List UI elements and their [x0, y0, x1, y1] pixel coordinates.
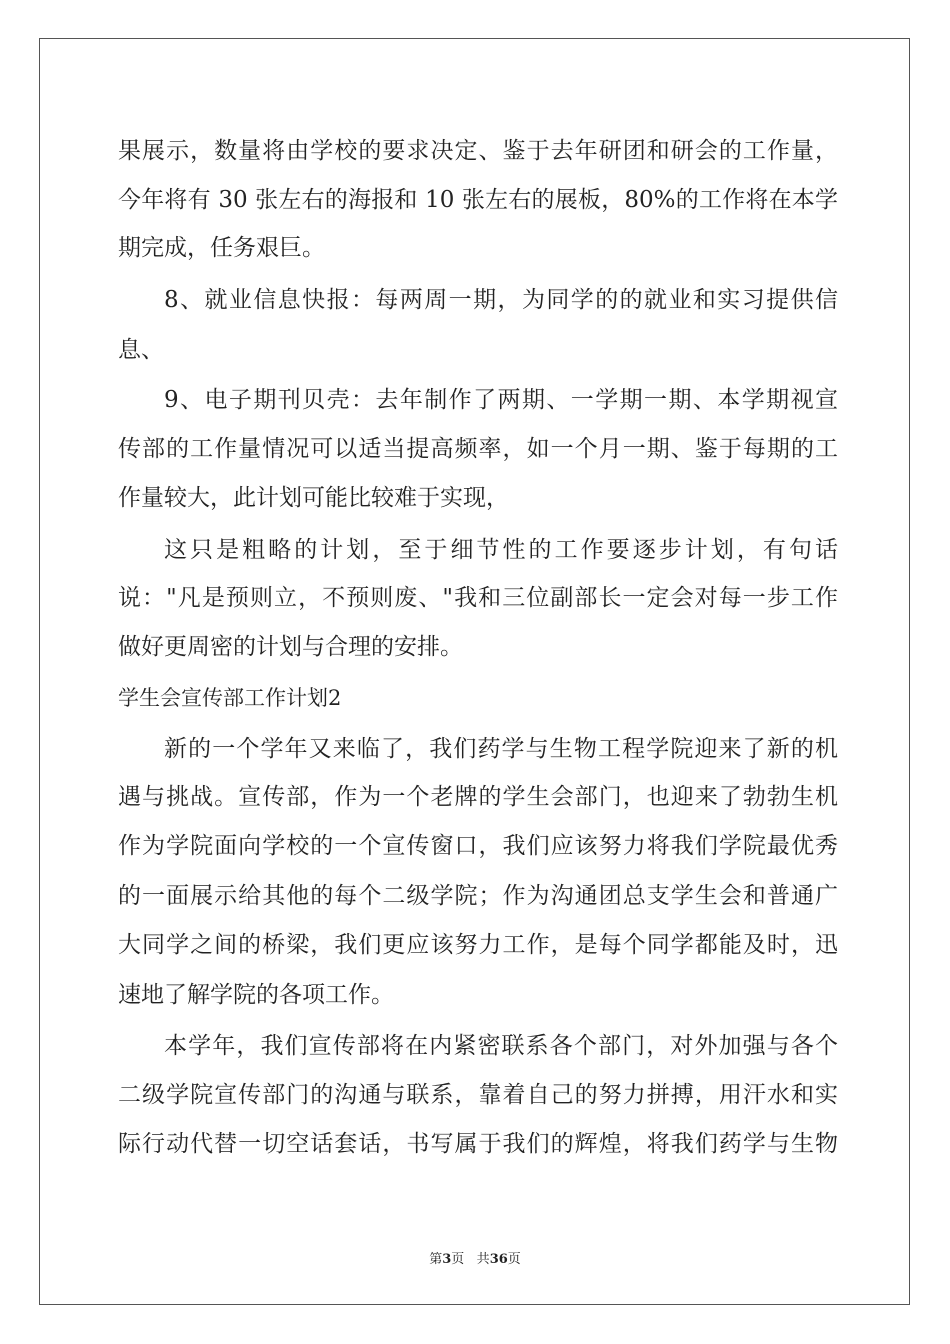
page-number: 3 [442, 1252, 452, 1267]
page-label-prefix: 第 [429, 1252, 443, 1267]
text-line: 息、 [118, 337, 164, 363]
text-line: 二级学院宣传部门的沟通与联系，靠着自己的努力拼搏，用汗水和实 [118, 1082, 838, 1108]
text-line: 8、就业信息快报：每两周一期，为同学的的就业和实习提供信 [164, 287, 838, 313]
text-line: 的一面展示给其他的每个二级学院；作为沟通团总支学生会和普通广 [118, 883, 838, 909]
text-line: 大同学之间的桥梁，我们更应该努力工作，是每个同学都能及时，迅 [118, 932, 838, 958]
text-line: 本学年，我们宣传部将在内紧密联系各个部门，对外加强与各个 [164, 1033, 838, 1059]
text-line: 速地了解学院的各项工作。 [118, 982, 394, 1008]
page-footer [0, 1248, 950, 1267]
page-label-suffix: 页 [451, 1252, 465, 1267]
text-line: 这只是粗略的计划，至于细节性的工作要逐步计划，有句话 [164, 537, 838, 563]
page-border [39, 38, 910, 1305]
text-line: 9、电子期刊贝壳：去年制作了两期、一学期一期、本学期视宣 [164, 387, 838, 413]
text-line: 期完成，任务艰巨。 [118, 235, 325, 261]
text-line: 遇与挑战。宣传部，作为一个老牌的学生会部门，也迎来了勃勃生机 [118, 784, 838, 810]
text-line: 际行动代替一切空话套话，书写属于我们的辉煌，将我们药学与生物 [118, 1131, 838, 1157]
text-line: 传部的工作量情况可以适当提高频率，如一个月一期、鉴于每期的工 [118, 436, 838, 462]
text-line: 果展示，数量将由学校的要求决定、鉴于去年研团和研会的工作量， [118, 138, 838, 164]
total-label-prefix: 共 [476, 1252, 490, 1267]
total-label-suffix: 页 [507, 1252, 521, 1267]
text-line: 作量较大，此计划可能比较难于实现， [118, 485, 509, 511]
total-pages: 36 [489, 1252, 508, 1267]
text-line: 新的一个学年又来临了，我们药学与生物工程学院迎来了新的机 [164, 736, 838, 762]
text-line: 说："凡是预则立，不预则废、"我和三位副部长一定会对每一步工作 [118, 585, 838, 611]
text-line: 今年将有 30 张左右的海报和 10 张左右的展板，80%的工作将在本学 [118, 187, 838, 213]
text-line: 作为学院面向学校的一个宣传窗口，我们应该努力将我们学院最优秀 [118, 833, 838, 859]
section-heading: 学生会宣传部工作计划2 [118, 686, 342, 710]
text-line: 做好更周密的计划与合理的安排。 [118, 634, 463, 660]
